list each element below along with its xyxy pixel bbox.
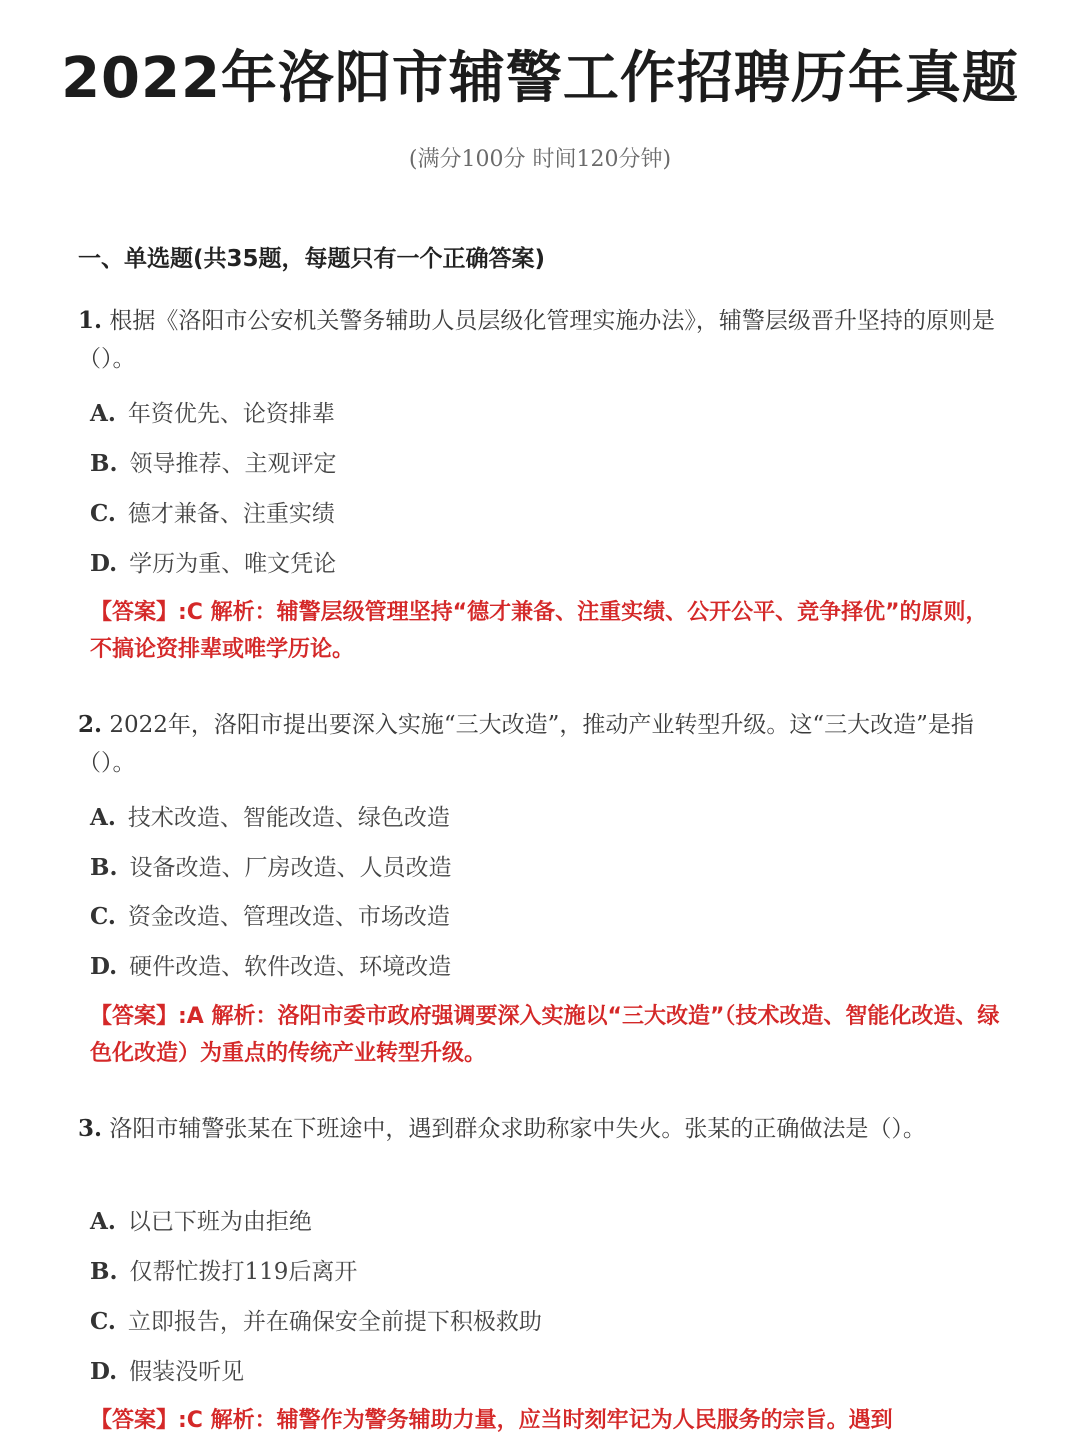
option-text: 硬件改造、软件改造、环境改造 <box>129 954 452 980</box>
option-letter: B. <box>90 854 118 881</box>
option-letter: C. <box>90 903 116 930</box>
option-text: 学历为重、唯文凭论 <box>129 551 337 577</box>
q2-option-a <box>90 802 450 834</box>
q1-answer: 【答案】:C 解析：辅警层级管理坚持“德才兼备、注重实绩、公开公平、竞争择优”的原则，不搞论资排辈或唯学历论。 <box>90 600 988 662</box>
option-letter: C. <box>90 500 116 527</box>
q1-option-a <box>90 398 335 430</box>
option-text: 假装没听见 <box>129 1359 245 1385</box>
option-letter: A. <box>90 804 116 831</box>
q3-option-b <box>90 1256 357 1288</box>
question-3 <box>78 1110 1008 1148</box>
option-letter: B. <box>90 450 118 477</box>
option-letter: C. <box>90 1308 116 1335</box>
q1-option-d <box>90 548 336 580</box>
option-letter: B. <box>90 1258 118 1285</box>
option-text: 仅帮忙拨打119后离开 <box>129 1259 358 1285</box>
q1-option-c <box>90 498 335 530</box>
q3-option-a <box>90 1206 312 1238</box>
question-number: 3. <box>78 1115 103 1142</box>
q2-option-c <box>90 901 450 933</box>
q2-answer: 【答案】:A 解析：洛阳市委市政府强调要深入实施以“三大改造”（技术改造、智能化改造、绿色化改造）为重点的传统产业转型升级。 <box>90 1004 1000 1066</box>
page-title: 2022年洛阳市辅警工作招聘历年真题 <box>61 46 1019 111</box>
option-text: 立即报告，并在确保安全前提下积极救助 <box>127 1309 542 1335</box>
exam-info: (满分100分 时间120分钟) <box>408 147 672 172</box>
option-letter: D. <box>90 1358 118 1385</box>
q1-option-b <box>90 448 336 480</box>
option-text: 领导推荐、主观评定 <box>129 451 337 477</box>
question-text: 2022年，洛阳市提出要深入实施“三大改造”，推动产业转型升级。这“三大改造”是指（）。 <box>78 712 974 776</box>
option-text: 设备改造、厂房改造、人员改造 <box>129 855 452 881</box>
section-heading: 一、单选题(共35题，每题只有一个正确答案) <box>78 246 546 272</box>
question-number: 2. <box>78 711 103 738</box>
option-text: 技术改造、智能改造、绿色改造 <box>127 805 450 831</box>
question-text: 根据《洛阳市公安机关警务辅助人员层级化管理实施办法》，辅警层级晋升坚持的原则是（）。 <box>78 308 995 372</box>
q2-option-b <box>90 852 451 884</box>
q3-answer: 【答案】:C 解析：辅警作为警务辅助力量，应当时刻牢记为人民服务的宗旨。遇到 <box>90 1408 893 1433</box>
option-letter: A. <box>90 1208 116 1235</box>
question-text: 洛阳市辅警张某在下班途中，遇到群众求助称家中失火。张某的正确做法是（）。 <box>109 1116 926 1142</box>
q2-option-d <box>90 951 451 983</box>
question-number: 1. <box>78 307 103 334</box>
option-text: 德才兼备、注重实绩 <box>127 501 335 527</box>
option-letter: D. <box>90 953 118 980</box>
option-letter: A. <box>90 400 116 427</box>
question-2 <box>78 706 1008 782</box>
question-1 <box>78 302 1008 378</box>
q3-option-d <box>90 1356 244 1388</box>
option-text: 以已下班为由拒绝 <box>127 1209 312 1235</box>
q3-option-c <box>90 1306 542 1338</box>
option-text: 资金改造、管理改造、市场改造 <box>127 904 450 930</box>
option-letter: D. <box>90 550 118 577</box>
option-text: 年资优先、论资排辈 <box>127 401 335 427</box>
